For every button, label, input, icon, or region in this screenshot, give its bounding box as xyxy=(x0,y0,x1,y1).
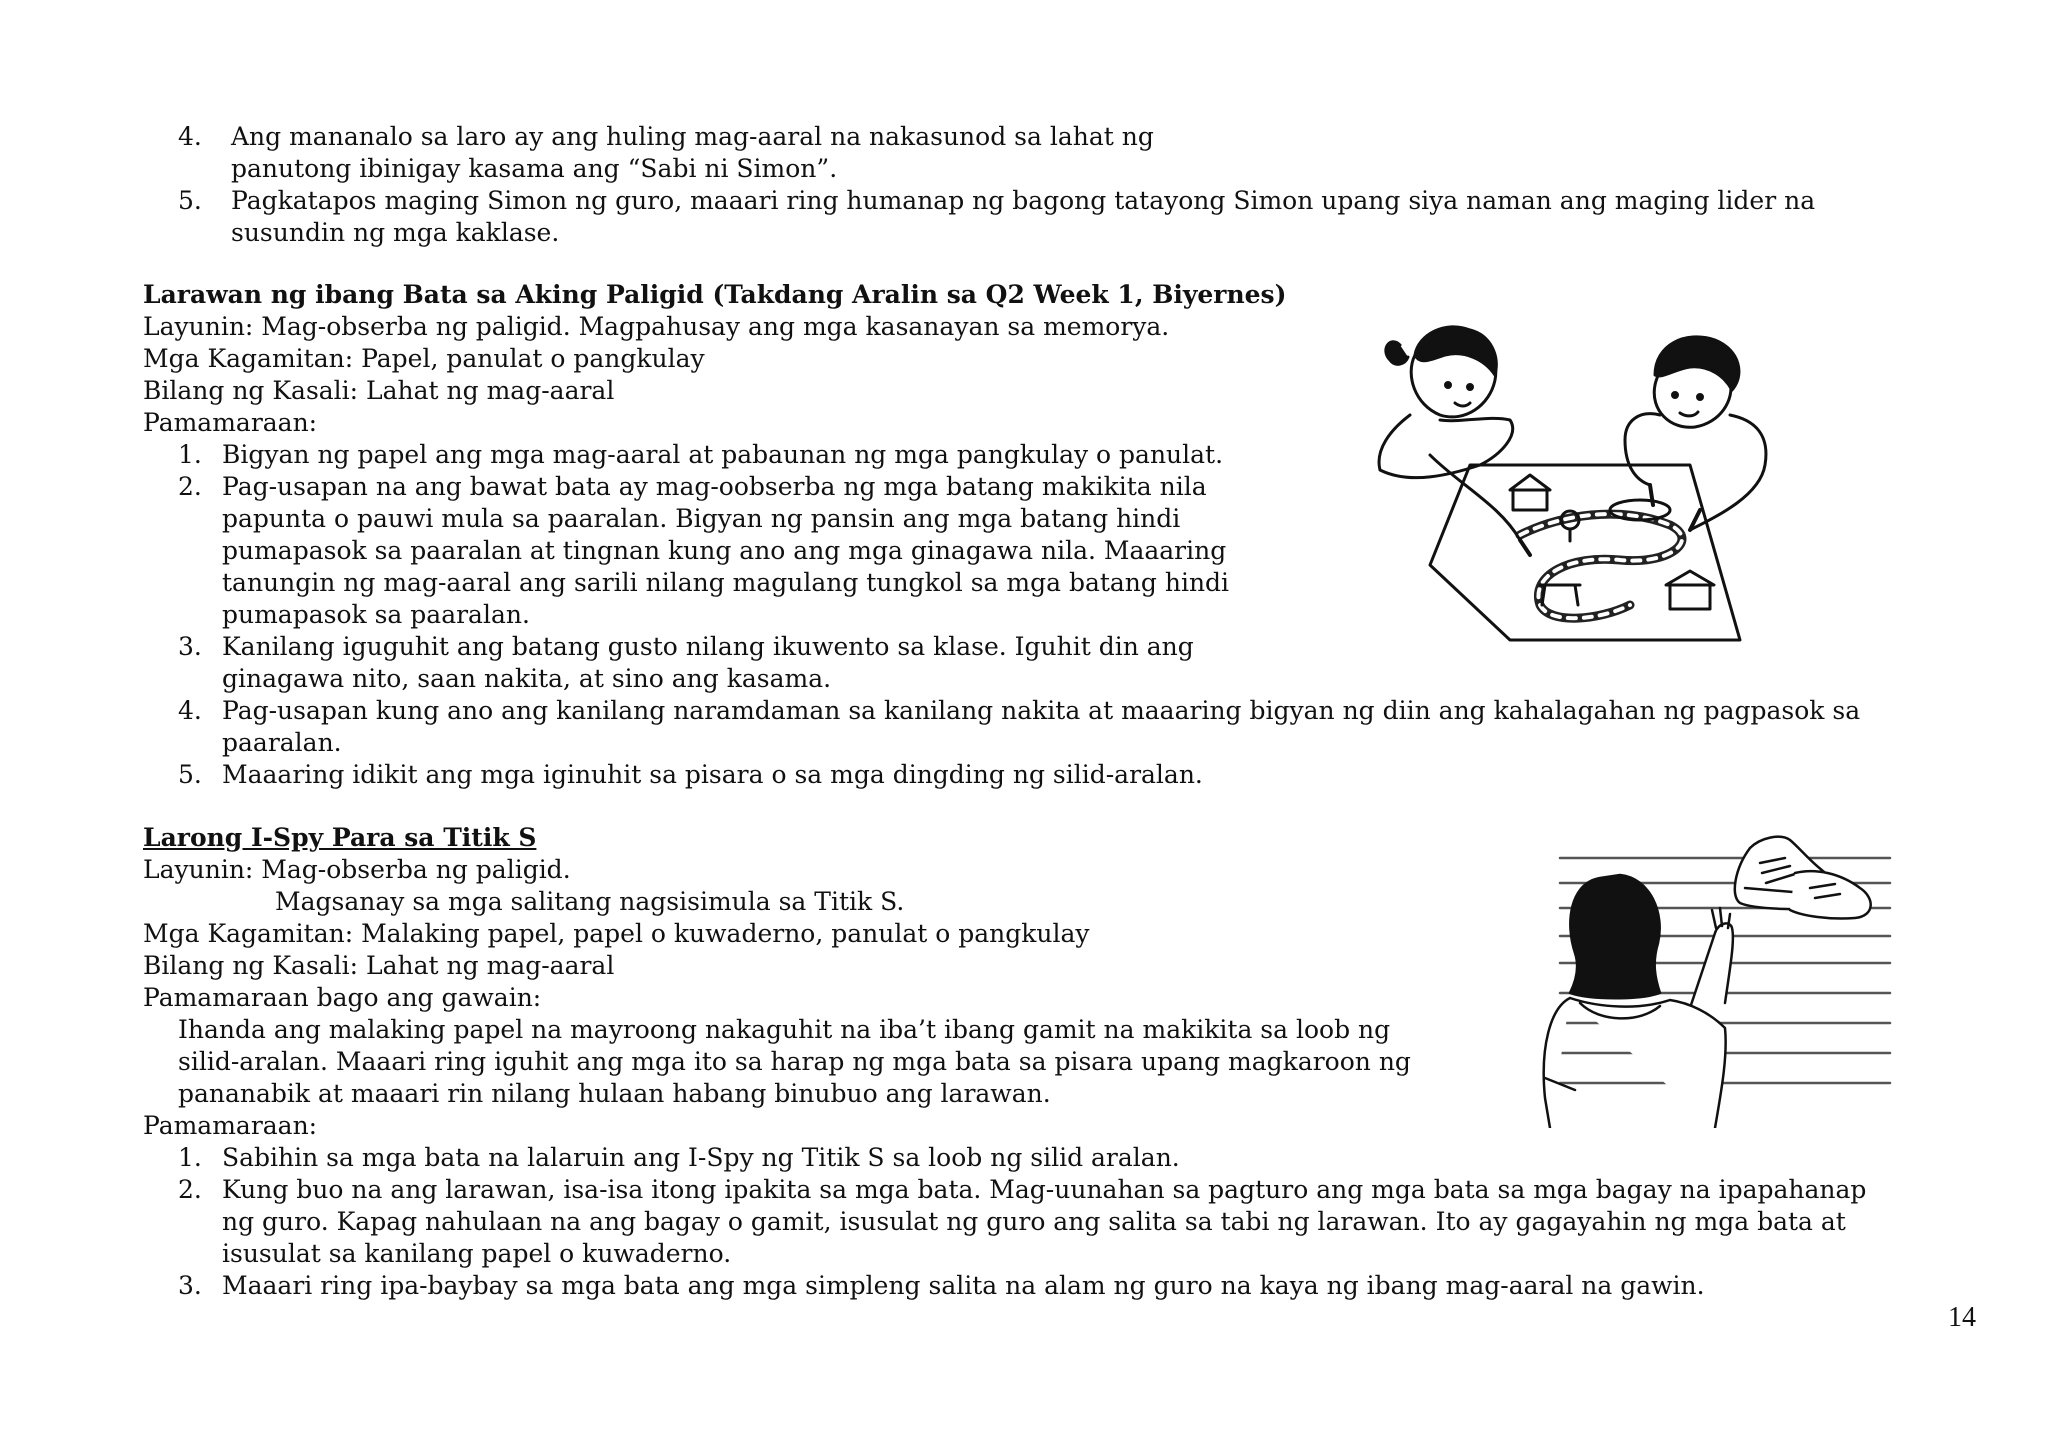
step-line: Maaaring idikit ang mga iginuhit sa pisara o sa mga dingding ng silid-aralan. xyxy=(222,760,1203,789)
step-line: Bigyan ng papel ang mga mag-aaral at pabaunan ng mga pangkulay o panulat. xyxy=(222,440,1224,469)
section-title: Larawan ng ibang Bata sa Aking Paligid (Takdang Aralin sa Q2 Week 1, Biyernes) xyxy=(143,280,1287,309)
step-number: 4. xyxy=(178,696,202,725)
step-number: 1. xyxy=(178,1143,202,1172)
section-title: Larong I-Spy Para sa Titik S xyxy=(143,823,537,852)
step-line: ginagawa nito, saan nakita, at sino ang kasama. xyxy=(222,664,832,693)
list-number: 4. xyxy=(178,122,202,151)
step-line: Sabihin sa mga bata na lalaruin ang I-Spy ng Titik S sa loob ng silid aralan. xyxy=(222,1143,1180,1172)
step-line: papunta o pauwi mula sa paaralan. Bigyan ng pansin ang mga batang hindi xyxy=(222,504,1181,533)
child-pointing-shoes-illustration xyxy=(1540,828,1900,1128)
preparation-label: Pamamaraan bago ang gawain: xyxy=(143,983,542,1012)
step-line: Kanilang iguguhit ang batang gusto nilang ikuwento sa klase. Iguhit din ang xyxy=(222,632,1194,661)
step-line: paaralan. xyxy=(222,728,342,757)
list-number: 5. xyxy=(178,186,202,215)
preparation-line: Ihanda ang malaking papel na mayroong nakaguhit na iba’t ibang gamit na makikita sa loob ng xyxy=(178,1015,1391,1044)
procedure-label: Pamamaraan: xyxy=(143,1111,318,1140)
step-number: 3. xyxy=(178,1271,202,1300)
step-number: 1. xyxy=(178,440,202,469)
list-item-line: Pagkatapos maging Simon ng guro, maaari ring humanap ng bagong tatayong Simon upang siya naman ang maging lider na xyxy=(231,186,1816,215)
objective-text: Layunin: Mag-obserba ng paligid. Magpahusay ang mga kasanayan sa memorya. xyxy=(143,312,1170,341)
step-line: pumapasok sa paaralan at tingnan kung ano ang mga ginagawa nila. Maaaring xyxy=(222,536,1227,565)
objective-text-continued: Magsanay sa mga salitang nagsisimula sa Titik S. xyxy=(275,887,905,916)
step-number: 3. xyxy=(178,632,202,661)
list-item-line: panutong ibinigay kasama ang “Sabi ni Simon”. xyxy=(231,154,838,183)
procedure-label: Pamamaraan: xyxy=(143,408,318,437)
step-line: Pag-usapan kung ano ang kanilang naramdaman sa kanilang nakita at maaaring bigyan ng diin ang kahalagahan ng pagpasok sa xyxy=(222,696,1861,725)
step-line: isusulat sa kanilang papel o kuwaderno. xyxy=(222,1239,732,1268)
step-line: Pag-usapan na ang bawat bata ay mag-oobserba ng mga batang makikita nila xyxy=(222,472,1207,501)
preparation-line: silid-aralan. Maaari ring iguhit ang mga ito sa harap ng mga bata sa pisara upang magkaroon ng xyxy=(178,1047,1411,1076)
list-item-line: Ang mananalo sa laro ay ang huling mag-aaral na nakasunod sa lahat ng xyxy=(231,122,1154,151)
preparation-line: pananabik at maaari rin nilang hulaan habang binubuo ang larawan. xyxy=(178,1079,1051,1108)
materials-text: Mga Kagamitan: Papel, panulat o pangkulay xyxy=(143,344,705,373)
list-item-line: susundin ng mga kaklase. xyxy=(231,218,560,247)
page-number: 14 xyxy=(1948,1302,1976,1333)
participants-text: Bilang ng Kasali: Lahat ng mag-aaral xyxy=(143,951,615,980)
step-number: 2. xyxy=(178,472,202,501)
step-line: Maaari ring ipa-baybay sa mga bata ang mga simpleng salita na alam ng guro na kaya ng ibang mag-aaral na gawin. xyxy=(222,1271,1705,1300)
children-drawing-illustration xyxy=(1370,305,1830,645)
step-line: tanungin ng mag-aaral ang sarili nilang magulang tungkol sa mga batang hindi xyxy=(222,568,1230,597)
step-line: ng guro. Kapag nahulaan na ang bagay o gamit, isusulat ng guro ang salita sa tabi ng larawan. Ito ay gagayahin ng mga bata at xyxy=(222,1207,1846,1236)
step-number: 5. xyxy=(178,760,202,789)
step-line: Kung buo na ang larawan, isa-isa itong ipakita sa mga bata. Mag-uunahan sa pagturo ang mga bata sa mga bagay na ipapahanap xyxy=(222,1175,1867,1204)
step-number: 2. xyxy=(178,1175,202,1204)
objective-text: Layunin: Mag-obserba ng paligid. xyxy=(143,855,571,884)
materials-text: Mga Kagamitan: Malaking papel, papel o kuwaderno, panulat o pangkulay xyxy=(143,919,1090,948)
step-line: pumapasok sa paaralan. xyxy=(222,600,530,629)
participants-text: Bilang ng Kasali: Lahat ng mag-aaral xyxy=(143,376,615,405)
